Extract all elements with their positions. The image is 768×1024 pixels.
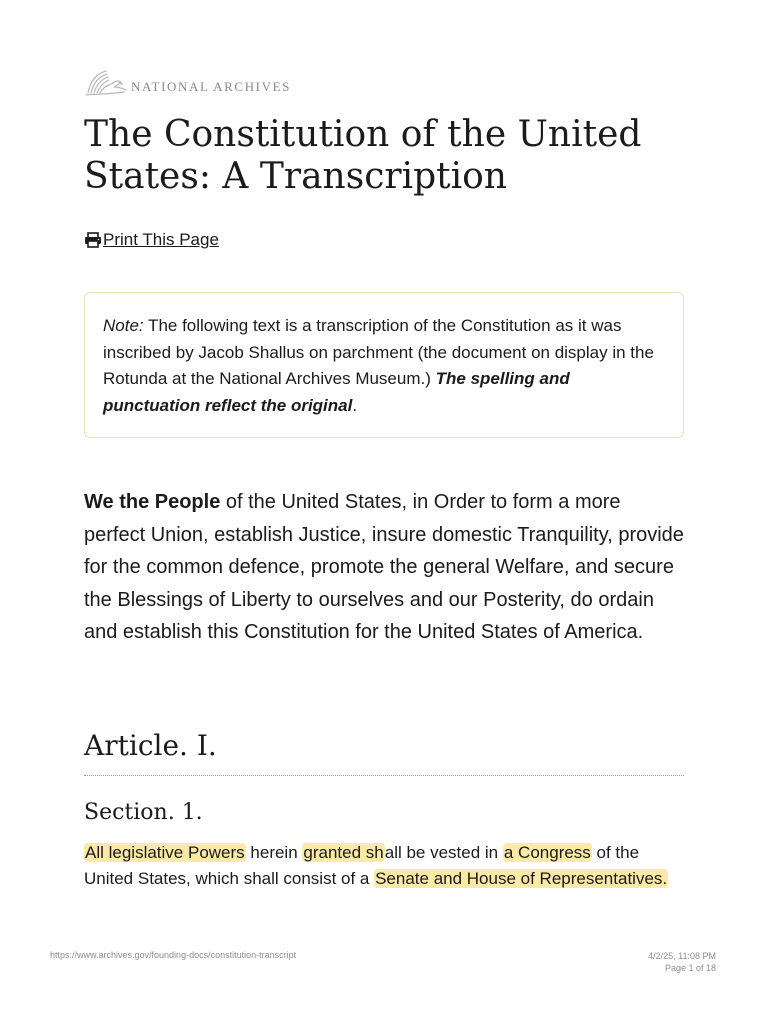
section-text-part: all be vested in xyxy=(384,843,503,862)
footer-datetime: 4/2/25, 11:08 PM xyxy=(648,951,716,961)
section-text xyxy=(84,840,684,892)
print-page-link[interactable] xyxy=(84,230,219,250)
highlight-granted[interactable]: granted sh xyxy=(303,843,384,862)
transcription-note xyxy=(84,292,684,438)
note-end: . xyxy=(352,395,358,415)
section-heading: Section. 1. xyxy=(84,800,203,825)
page-title: The Constitution of the United States: A Transcription xyxy=(84,114,642,197)
national-archives-logo[interactable] xyxy=(84,64,291,98)
preamble-text: of the United States, in Order to form a more perfect Union, establish Justice, insure domestic Tranquility, provide for the common defence, promote the general Welfare, and secure the Blessings of Liberty to ourselves and our Posterity, do ordain and establish this Constitution for the United States of America. xyxy=(84,491,684,643)
footer-page-number: Page 1 of 18 xyxy=(664,963,716,973)
print-link-label[interactable]: Print This Page xyxy=(103,230,219,249)
highlight-congress[interactable]: a Congress xyxy=(503,843,591,862)
footer-url: https://www.archives.gov/founding-docs/constitution-transcript xyxy=(50,950,297,960)
section-text-part: herein xyxy=(245,843,303,862)
eagle-logo-icon xyxy=(84,66,128,98)
note-emphasis: The spelling and punctuation reflect the original xyxy=(103,369,570,415)
footer-meta xyxy=(648,950,716,974)
highlight-senate-house[interactable]: Senate and House of Representatives. xyxy=(375,869,668,888)
preamble-lead: We the People xyxy=(84,491,221,513)
note-label: Note: xyxy=(103,316,144,335)
note-body: The following text is a transcription of the Constitution as it was inscribed by Jacob Shallus on parchment (the document on display in the Rotunda at the National Archives Museum.) xyxy=(103,316,654,388)
preamble xyxy=(84,486,684,649)
logo-wordmark: NATIONAL ARCHIVES xyxy=(131,79,291,94)
article-heading: Article. I. xyxy=(84,729,217,762)
highlight-legislative-powers[interactable]: All legislative Powers xyxy=(85,843,245,862)
printer-icon xyxy=(84,232,102,248)
article-divider xyxy=(84,775,684,776)
section-text-part: of the United States, which shall consist of a xyxy=(84,843,640,888)
note-text xyxy=(103,313,665,419)
